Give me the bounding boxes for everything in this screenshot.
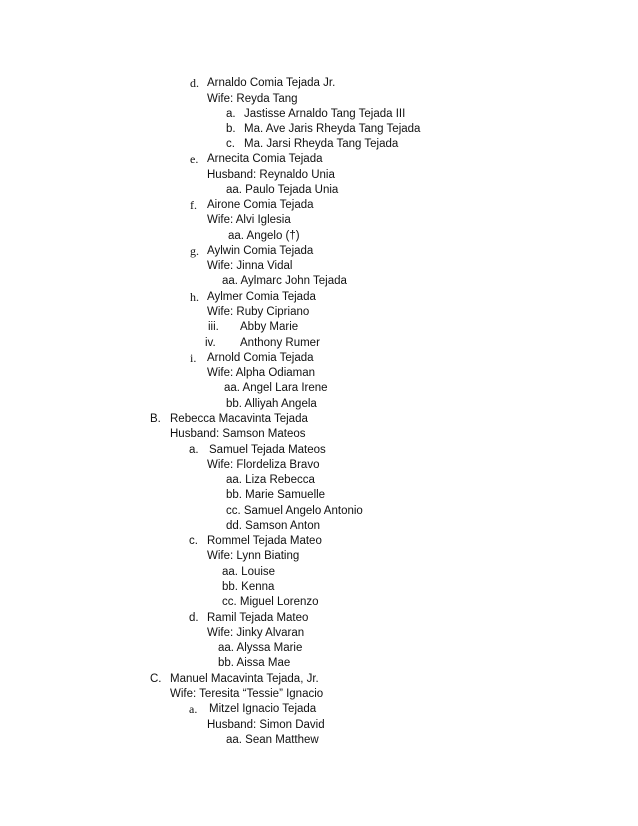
spouse-line: Wife: Ruby Cipriano [207,306,310,318]
list-item: cc. Miguel Lorenzo [222,596,319,608]
list-item: dd. Samson Anton [226,520,320,532]
spouse-line: Wife: Jinky Alvaran [207,627,305,639]
list-marker: e. [190,152,199,166]
list-marker: a. [189,702,198,716]
list-item: aa. Angelo (†) [228,230,300,242]
list-item: Abby Marie [240,321,299,333]
list-item: aa. Angel Lara Irene [224,382,328,394]
list-item: bb. Kenna [222,581,275,593]
list-item: Arnecita Comia Tejada [207,153,323,165]
list-marker: iii. [208,321,219,333]
list-marker: a. [226,108,236,120]
list-marker: a. [189,444,199,456]
list-item: aa. Liza Rebecca [226,474,315,486]
spouse-line: Wife: Teresita “Tessie” Ignacio [170,688,324,700]
list-item: bb. Alliyah Angela [226,398,317,410]
list-item: aa. Louise [222,566,276,578]
list-item: bb. Marie Samuelle [226,489,326,501]
spouse-line: Husband: Samson Mateos [170,428,306,440]
list-marker: iv. [205,337,216,349]
list-marker: c. [226,138,235,150]
list-marker: c. [189,535,198,547]
list-item: Samuel Tejada Mateos [209,444,326,456]
list-item: Anthony Rumer [240,337,320,349]
spouse-line: Wife: Lynn Biating [207,550,300,562]
list-item: aa. Alyssa Marie [218,642,303,654]
list-item: Aylmer Comia Tejada [207,291,316,303]
list-item: Ma. Jarsi Rheyda Tang Tejada [244,138,399,150]
list-item: Ramil Tejada Mateo [207,612,309,624]
list-marker: d. [189,612,199,624]
list-item: Rebecca Macavinta Tejada [170,413,308,425]
list-marker: C. [150,673,162,685]
list-item: Ma. Ave Jaris Rheyda Tang Tejada [244,123,421,135]
list-item: aa. Sean Matthew [226,734,319,746]
list-item: bb. Aissa Mae [218,657,291,669]
list-marker: b. [226,123,236,135]
spouse-line: Wife: Reyda Tang [207,93,298,105]
list-marker: g. [190,244,199,258]
spouse-line: Wife: Flordeliza Bravo [207,459,320,471]
list-marker: B. [150,413,161,425]
list-item: aa. Aylmarc John Tejada [222,275,347,287]
list-item: Aylwin Comia Tejada [207,245,314,257]
list-marker: f. [190,198,197,212]
list-item: Airone Comia Tejada [207,199,314,211]
list-item: Arnold Comia Tejada [207,352,314,364]
list-item: Rommel Tejada Mateo [207,535,322,547]
spouse-line: Wife: Jinna Vidal [207,260,293,272]
list-item: cc. Samuel Angelo Antonio [226,505,363,517]
spouse-line: Husband: Simon David [207,719,325,731]
list-item: Arnaldo Comia Tejada Jr. [207,77,336,89]
spouse-line: Husband: Reynaldo Unia [207,169,335,181]
list-item: Mitzel Ignacio Tejada [209,703,317,715]
list-item: Jastisse Arnaldo Tang Tejada III [244,108,406,120]
list-marker: h. [190,290,199,304]
list-marker: i. [190,351,197,365]
list-marker: d. [190,76,199,90]
list-item: aa. Paulo Tejada Unia [226,184,339,196]
spouse-line: Wife: Alvi Iglesia [207,214,291,226]
spouse-line: Wife: Alpha Odiaman [207,367,316,379]
list-item: Manuel Macavinta Tejada, Jr. [170,673,319,685]
